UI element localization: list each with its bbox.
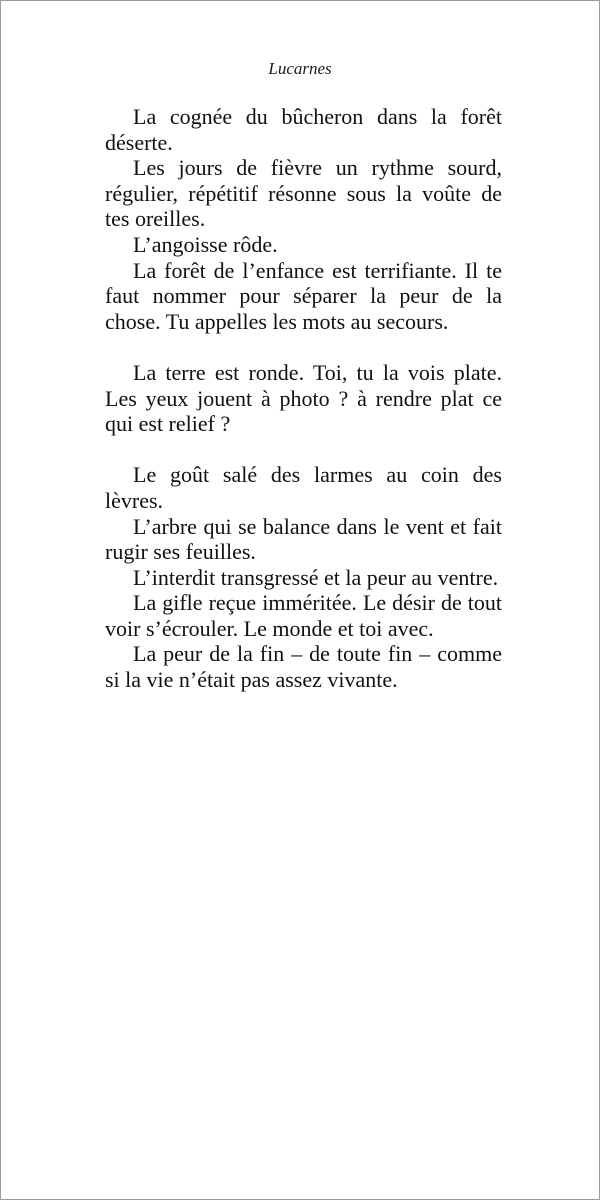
paragraph: L’angoisse rôde. xyxy=(133,231,278,257)
stanza xyxy=(105,104,502,334)
running-head: Lucarnes xyxy=(268,59,332,78)
poem-text xyxy=(105,104,502,693)
stanza-break xyxy=(105,334,502,360)
stanza xyxy=(105,360,502,437)
stanza-break xyxy=(105,437,502,463)
paragraph: L’interdit transgressé et la peur au ventre. xyxy=(133,564,499,590)
paragraph: Les jours de fièvre un rythme sourd, régulier, répétitif résonne sous la voûte de tes oreilles. xyxy=(105,155,502,232)
paragraph: La gifle reçue imméritée. Le désir de tout voir s’écrouler. Le monde et toi avec. xyxy=(105,590,502,641)
paragraph: La peur de la fin – de toute fin – comme si la vie n’était pas assez vivante. xyxy=(105,641,502,693)
stanza xyxy=(105,462,502,692)
paragraph: Le goût salé des larmes au coin des lèvres. xyxy=(105,462,502,513)
paragraph: L’arbre qui se balance dans le vent et fait rugir ses feuilles. xyxy=(105,513,502,565)
paragraph: La forêt de l’enfance est terrifiante. Il te faut nommer pour séparer la peur de la chose. Tu appelles les mots au secours. xyxy=(105,257,502,334)
paragraph: La terre est ronde. Toi, tu la vois plate. Les yeux jouent à photo ? à rendre plat ce qui est relief ? xyxy=(105,359,502,437)
paragraph: La cognée du bûcheron dans la forêt déserte. xyxy=(105,104,502,155)
